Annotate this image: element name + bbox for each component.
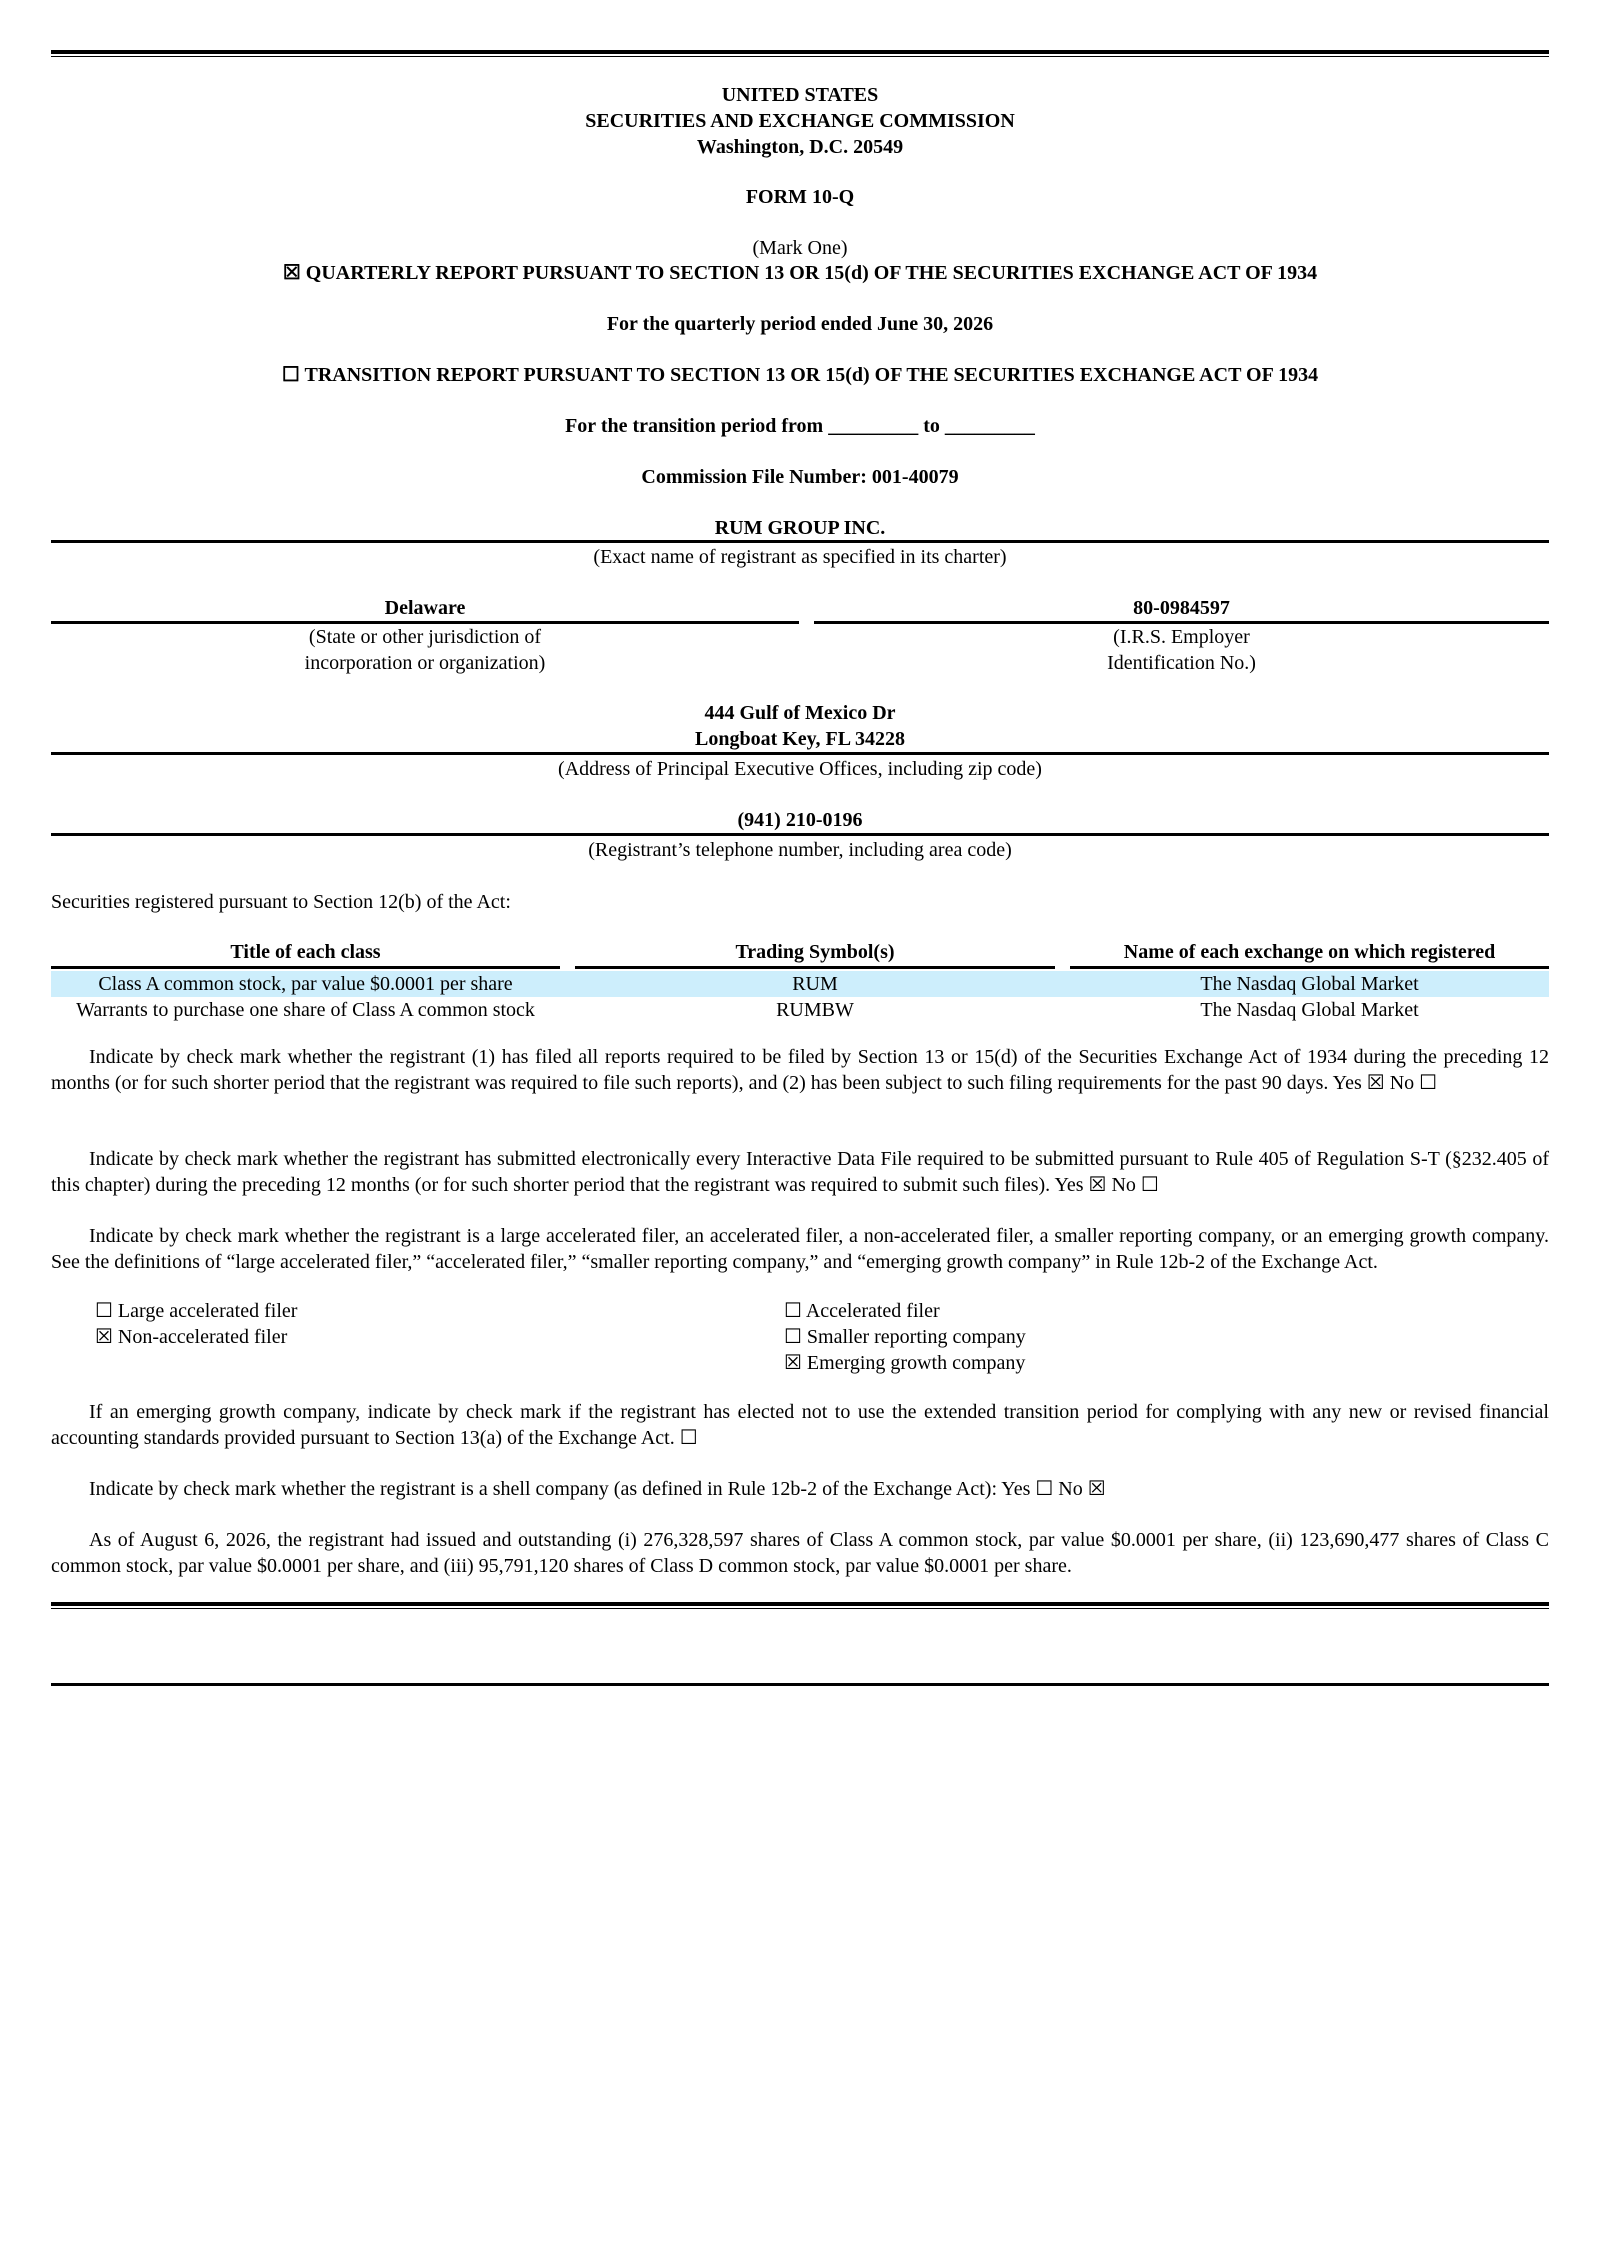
commission-file-number: Commission File Number: 001-40079 — [641, 466, 959, 488]
ein-block — [814, 595, 1549, 676]
emerging-growth-paragraph: If an emerging growth company, indicate by check mark if the registrant has elected not to use the extended transition period for complying with any new or revised financial accounting standards provided pursuant to Section 13(a) of the Exchange Act. ☐ — [51, 1401, 1549, 1449]
filer-status-checkboxes — [51, 1298, 1549, 1376]
cell-symbol: RUM — [575, 971, 1055, 997]
securities-table — [51, 939, 1549, 1023]
bottom-double-rule — [51, 1602, 1549, 1609]
address-caption: (Address of Principal Executive Offices, including zip code) — [558, 758, 1042, 780]
table-row — [51, 971, 1549, 997]
header-line-3: Washington, D.C. 20549 — [696, 136, 904, 158]
table-header-row — [51, 939, 1549, 971]
jurisdiction-block — [51, 595, 799, 676]
column-header-title: Title of each class — [51, 939, 560, 971]
checkbox-smaller-reporting-company: ☐ Smaller reporting company — [784, 1326, 1026, 1348]
principal-address — [51, 700, 1549, 752]
column-header-exchange: Name of each exchange on which registered — [1070, 939, 1549, 971]
header-line-1: UNITED STATES — [721, 84, 879, 106]
registrant-name: RUM GROUP INC. — [714, 517, 886, 539]
state-of-incorporation: Delaware — [51, 595, 799, 624]
address-rule — [51, 752, 1549, 755]
reporting-compliance-paragraph: Indicate by check mark whether the registrant (1) has filed all reports required to be filed by Section 13 or 15(d) of the Securities Exchange Act of 1934 during the preceding 12 months (or for such shorter period that the registrant was required to file such reports), and (2) has been subject to such filing requirements for the past 90 days. Yes ☒ No ☐ — [51, 1046, 1549, 1094]
checkbox-non-accelerated-filer: ☒ Non-accelerated filer — [95, 1326, 288, 1348]
filer-status-paragraph: Indicate by check mark whether the registrant is a large accelerated filer, an accelerated filer, a non-accelerated filer, a smaller reporting company, or an emerging growth company. See the definitions of “large accelerated filer,” “accelerated filer,” “smaller reporting company,” and “emerging growth company” in Rule 12b-2 of the Exchange Act. — [51, 1225, 1549, 1273]
telephone-number: (941) 210-0196 — [737, 809, 863, 831]
header-line-2: SECURITIES AND EXCHANGE COMMISSION — [585, 110, 1015, 132]
cell-title: Warrants to purchase one share of Class A common stock — [76, 999, 535, 1021]
mark-one: (Mark One) — [752, 237, 848, 259]
transition-period: For the transition period from _________ to _________ — [565, 415, 1035, 437]
ein-caption-2: Identification No.) — [1107, 652, 1256, 674]
state-caption-2: incorporation or organization) — [304, 652, 546, 674]
address-line-1: 444 Gulf of Mexico Dr — [704, 702, 896, 724]
jurisdiction-ein-row — [51, 595, 1549, 676]
checkbox-accelerated-filer: ☐ Accelerated filer — [784, 1300, 940, 1322]
cell-title: Class A common stock, par value $0.0001 per share — [51, 971, 560, 997]
interactive-data-paragraph: Indicate by check mark whether the registrant has submitted electronically every Interactive Data File required to be submitted pursuant to Rule 405 of Regulation S-T (§232.405 of this chapter) during the preceding 12 months (or for such shorter period that the registrant was required to submit such files). Yes ☒ No ☐ — [51, 1148, 1549, 1196]
state-caption-1: (State or other jurisdiction of — [308, 626, 542, 648]
checkbox-large-accelerated-filer: ☐ Large accelerated filer — [95, 1300, 298, 1322]
registrant-name-caption: (Exact name of registrant as specified in its charter) — [593, 546, 1007, 568]
address-line-2: Longboat Key, FL 34228 — [694, 728, 906, 750]
form-name: FORM 10-Q — [745, 186, 855, 208]
checkbox-emerging-growth-company: ☒ Emerging growth company — [784, 1352, 1026, 1374]
irs-ein: 80-0984597 — [814, 595, 1549, 624]
cell-exchange: The Nasdaq Global Market — [1200, 999, 1419, 1021]
shell-company-paragraph: Indicate by check mark whether the registrant is a shell company (as defined in Rule 12b-2 of the Exchange Act): Yes ☐ No ☒ — [89, 1478, 1106, 1500]
table-row — [51, 997, 1549, 1023]
agency-header — [51, 82, 1549, 160]
securities-table-wrap — [51, 939, 1549, 1023]
shares-outstanding-paragraph: As of August 6, 2026, the registrant had issued and outstanding (i) 276,328,597 shares of Class A common stock, par value $0.0001 per share, (ii) 123,690,477 shares of Class C common stock, par value $0.0001 per share, and (iii) 95,791,120 shares of Class D common stock, par value $0.0001 per share. — [51, 1529, 1549, 1577]
quarterly-period: For the quarterly period ended June 30, 2026 — [606, 313, 994, 335]
page-end-rule — [51, 1683, 1549, 1686]
securities-intro: Securities registered pursuant to Section 12(b) of the Act: — [51, 891, 511, 913]
telephone-rule — [51, 833, 1549, 836]
registrant-name-rule — [51, 540, 1549, 543]
cell-symbol: RUMBW — [776, 999, 854, 1021]
top-double-rule — [51, 50, 1549, 57]
ein-caption-1: (I.R.S. Employer — [1113, 626, 1250, 648]
column-header-symbol: Trading Symbol(s) — [575, 939, 1055, 971]
telephone-caption: (Registrant’s telephone number, including area code) — [588, 839, 1012, 861]
cell-exchange: The Nasdaq Global Market — [1070, 971, 1549, 997]
quarterly-report-option: ☒ QUARTERLY REPORT PURSUANT TO SECTION 13 OR 15(d) OF THE SECURITIES EXCHANGE ACT OF 1934 — [282, 262, 1318, 284]
transition-report-option: ☐ TRANSITION REPORT PURSUANT TO SECTION 13 OR 15(d) OF THE SECURITIES EXCHANGE ACT OF 1934 — [281, 364, 1319, 386]
